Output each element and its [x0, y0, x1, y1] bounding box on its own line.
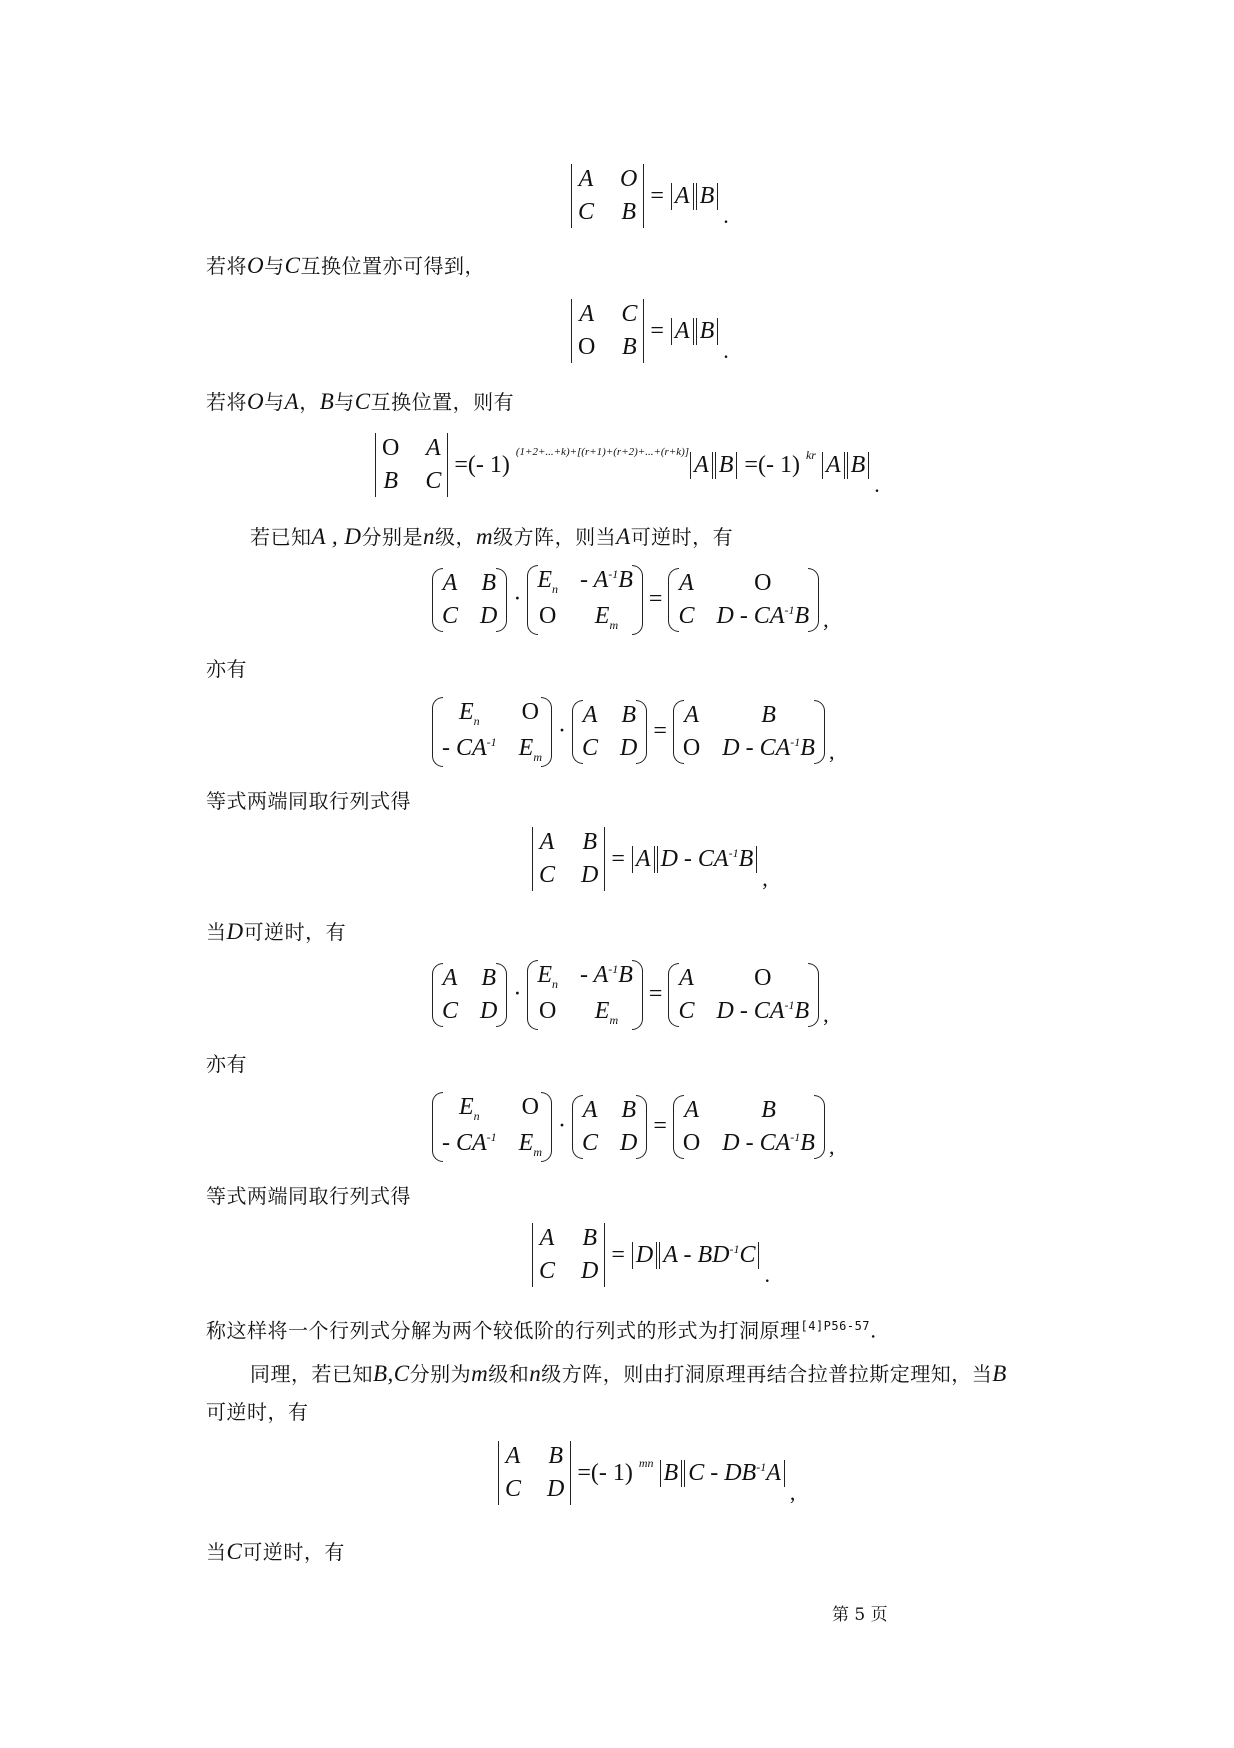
matrix-rhs — [673, 1095, 825, 1159]
punct: . — [764, 1262, 770, 1287]
punct: , — [823, 1001, 829, 1027]
exponent: (1+2+...+k)+[(r+1)+(r+2)+...+(r+k)] — [515, 446, 690, 458]
math-var: C — [226, 1539, 243, 1564]
matrix-rhs — [668, 963, 819, 1027]
cell: C — [621, 301, 638, 327]
math-var: B — [319, 389, 335, 414]
matrix-rhs — [668, 568, 819, 632]
math-var: D — [226, 919, 244, 944]
text: ， — [299, 390, 320, 414]
text: 级， — [435, 525, 476, 549]
cell: D — [581, 1258, 599, 1284]
text: 分别为 — [409, 1362, 472, 1386]
det-schur: C - $DB^{-1}A$ — [684, 1460, 785, 1487]
paragraph-also: 亦有 — [206, 1052, 247, 1076]
paragraph-take-det: 等式两端同取行列式得 — [206, 1184, 411, 1208]
cell: A — [426, 435, 441, 461]
matrix-lhs — [432, 697, 552, 767]
det-D: D — [632, 1242, 657, 1269]
cell: B — [481, 964, 497, 991]
equals: = — [648, 586, 663, 613]
paragraph-similarly — [250, 1360, 1007, 1388]
punct: . — [723, 338, 729, 363]
text: 分别是 — [361, 525, 423, 549]
det-A: A — [671, 318, 694, 345]
cell: C — [678, 997, 695, 1024]
math-var: C — [354, 389, 371, 414]
cell: D — [581, 862, 599, 888]
dot: · — [558, 1113, 567, 1140]
det-B: B — [847, 452, 870, 479]
cell: $E_n$ — [459, 1094, 480, 1123]
matrix-mid — [572, 700, 647, 764]
text: 同理，若已知 — [250, 1362, 373, 1386]
determinant — [571, 299, 644, 363]
cell: B — [383, 468, 398, 494]
text: 可逆时，有 — [242, 1540, 345, 1564]
punct: . — [723, 203, 729, 228]
cell: D - $CA^{-1}B$ — [716, 997, 810, 1024]
cell: $E_m$ — [594, 602, 619, 632]
cell: - $A^{-1}B$ — [580, 962, 633, 988]
paragraph-known-ad — [250, 523, 733, 551]
cell: B — [582, 1225, 598, 1251]
punct: . — [874, 472, 880, 497]
math-var: B — [992, 1361, 1007, 1386]
punct: , — [828, 1133, 835, 1159]
exponent: kr — [805, 447, 816, 462]
punct: , — [762, 866, 768, 891]
text: 可逆时，有 — [243, 920, 347, 944]
text: 称这样将一个行列式分解为两个较低阶的行列式的形式为打洞原理 — [206, 1318, 801, 1343]
cell: A — [582, 1096, 598, 1123]
text: 当 — [206, 920, 227, 944]
cell: O — [521, 1094, 540, 1120]
text: 互换位置亦可得到， — [300, 254, 485, 278]
punct: , — [823, 606, 829, 632]
cell: D - $CA^{-1}B$ — [722, 734, 815, 761]
determinant — [375, 433, 448, 497]
equals: =(- 1) — [577, 1459, 633, 1486]
cell: O — [382, 435, 400, 461]
cell: - $CA^{-1}$ — [442, 1129, 497, 1156]
cell: D — [547, 1476, 565, 1502]
citation[interactable]: [4]P56-57 — [800, 1319, 871, 1333]
equals: =(- 1) — [744, 451, 800, 478]
equation-3 — [375, 432, 880, 498]
det-A: A — [822, 452, 845, 479]
equation-9 — [532, 1222, 770, 1288]
cell: C — [582, 734, 599, 761]
determinant — [571, 164, 644, 228]
equals: = — [653, 1113, 667, 1140]
math-var: m — [476, 524, 494, 549]
cell: $E_m$ — [518, 1129, 543, 1159]
paragraph-hole-principle — [206, 1312, 877, 1345]
equation-8 — [432, 1092, 834, 1162]
det-schur: A - $BD^{-1}C$ — [659, 1242, 759, 1269]
matrix-lhs — [432, 963, 507, 1027]
cell: B — [621, 199, 637, 225]
text: 若将 — [206, 390, 247, 414]
cell: $E_n$ — [459, 699, 480, 728]
paragraph-also: 亦有 — [206, 657, 247, 681]
paragraph-swap-oa-bc — [206, 388, 514, 416]
paragraph-d-invertible — [206, 918, 346, 946]
punct: , — [828, 738, 835, 764]
cell: O — [539, 602, 557, 629]
cell: C — [539, 862, 556, 888]
cell: A — [684, 1096, 699, 1123]
equation-6 — [532, 826, 768, 892]
text: 级和 — [488, 1362, 530, 1386]
determinant — [498, 1441, 571, 1505]
det-B: B — [715, 452, 738, 479]
determinant — [532, 827, 605, 891]
cell: C — [539, 1258, 556, 1284]
equals: = — [611, 845, 625, 872]
cell: D - $CA^{-1}B$ — [716, 602, 810, 629]
cell: C — [442, 997, 459, 1024]
cell: A — [582, 701, 598, 728]
det-B: B — [696, 318, 719, 345]
cell: B — [761, 701, 776, 728]
matrix-rhs — [673, 700, 825, 764]
math-var: n — [529, 1361, 542, 1386]
matrix-mid — [527, 565, 643, 635]
dot: · — [513, 981, 522, 1008]
det-B: B — [696, 183, 719, 210]
equals: = — [650, 317, 664, 344]
paragraph-similarly-cont: 可逆时，有 — [206, 1400, 309, 1424]
cell: A — [679, 964, 694, 991]
det-A: A — [632, 846, 655, 873]
dot: · — [513, 586, 522, 613]
cell: B — [548, 1443, 564, 1469]
cell: A — [579, 301, 594, 327]
cell: O — [521, 699, 540, 725]
equation-1 — [571, 163, 729, 229]
cell: A — [578, 166, 594, 192]
cell: D — [620, 1129, 638, 1156]
cell: D — [620, 734, 638, 761]
cell: C — [678, 602, 695, 629]
matrix-mid — [572, 1095, 647, 1159]
equals: = — [648, 981, 663, 1008]
text: 与 — [264, 390, 285, 414]
cell: A — [684, 701, 699, 728]
cell: O — [539, 997, 557, 1024]
text: . — [870, 1318, 877, 1343]
cell: D — [480, 602, 498, 629]
paragraph-c-invertible — [206, 1538, 345, 1566]
text: 若将 — [206, 254, 247, 278]
equation-2 — [571, 298, 729, 364]
det-schur: D - $CA^{-1}B$ — [657, 846, 758, 873]
matrix-lhs — [432, 1092, 552, 1162]
math-var: C — [284, 253, 301, 278]
cell: O — [578, 334, 596, 360]
cell: C — [582, 1129, 599, 1156]
cell: A — [442, 569, 458, 596]
text: 若已知 — [250, 525, 312, 549]
cell: A — [679, 569, 694, 596]
cell: $E_n$ — [537, 962, 559, 991]
text: 级方阵，则当 — [493, 525, 617, 549]
cell: A — [505, 1443, 521, 1469]
paragraph-swap-oc — [206, 252, 485, 280]
equation-4 — [432, 565, 829, 635]
cell: A — [539, 829, 555, 855]
cell: D - $CA^{-1}B$ — [722, 1129, 815, 1156]
cell: D — [480, 997, 498, 1024]
cell: $E_m$ — [518, 734, 543, 764]
cell: C — [505, 1476, 522, 1502]
cell: O — [754, 964, 772, 991]
equals: = — [650, 182, 664, 209]
cell: - $A^{-1}B$ — [580, 567, 633, 593]
text: 当 — [206, 1540, 227, 1564]
cell: C — [578, 199, 595, 225]
math-var: m — [471, 1361, 489, 1386]
equation-10: A B C D =(- 1) mn B C - $DB^{-1}A$ , — [498, 1440, 795, 1506]
text: 互换位置，则有 — [370, 390, 515, 414]
cell: O — [620, 166, 638, 192]
cell: $E_m$ — [594, 997, 619, 1027]
cell: O — [682, 1129, 701, 1156]
cell: B — [622, 334, 637, 360]
math-var: B,C — [373, 1361, 410, 1386]
det-A: A — [671, 183, 694, 210]
det-A: A — [690, 452, 713, 479]
math-var: O — [247, 389, 265, 414]
matrix-lhs — [432, 568, 507, 632]
determinant — [532, 1223, 605, 1287]
cell: C — [442, 602, 459, 629]
paragraph-take-det: 等式两端同取行列式得 — [206, 789, 411, 813]
equals: = — [653, 718, 667, 745]
math-var: A — [284, 389, 300, 414]
cell: A — [539, 1225, 555, 1251]
page-number: 第 5 页 — [832, 1605, 888, 1625]
math-var: n — [423, 524, 435, 549]
cell: O — [682, 734, 701, 761]
equation-5 — [432, 697, 834, 767]
cell: O — [754, 569, 772, 596]
equation-7 — [432, 960, 829, 1030]
det-B: B — [660, 1460, 683, 1487]
equals: =(- 1) — [454, 451, 510, 478]
math-var: A , D — [311, 524, 362, 549]
matrix-mid — [527, 960, 643, 1030]
math-var: A — [616, 524, 631, 549]
cell: B — [481, 569, 497, 596]
cell: B — [582, 829, 598, 855]
cell: B — [621, 1096, 637, 1123]
punct: , — [789, 1480, 796, 1505]
cell: $E_n$ — [537, 567, 559, 596]
text: 可逆时，有 — [630, 525, 734, 549]
text: 与 — [334, 390, 355, 414]
equals: = — [611, 1241, 625, 1268]
math-var: O — [247, 253, 265, 278]
dot: · — [558, 718, 567, 745]
text: 与 — [264, 254, 285, 278]
cell: C — [425, 468, 442, 494]
cell: - $CA^{-1}$ — [442, 734, 497, 761]
text: 级方阵，则由打洞原理再结合拉普拉斯定理知，当 — [541, 1362, 993, 1386]
cell: B — [621, 701, 637, 728]
cell: A — [442, 964, 458, 991]
cell: B — [761, 1096, 776, 1123]
